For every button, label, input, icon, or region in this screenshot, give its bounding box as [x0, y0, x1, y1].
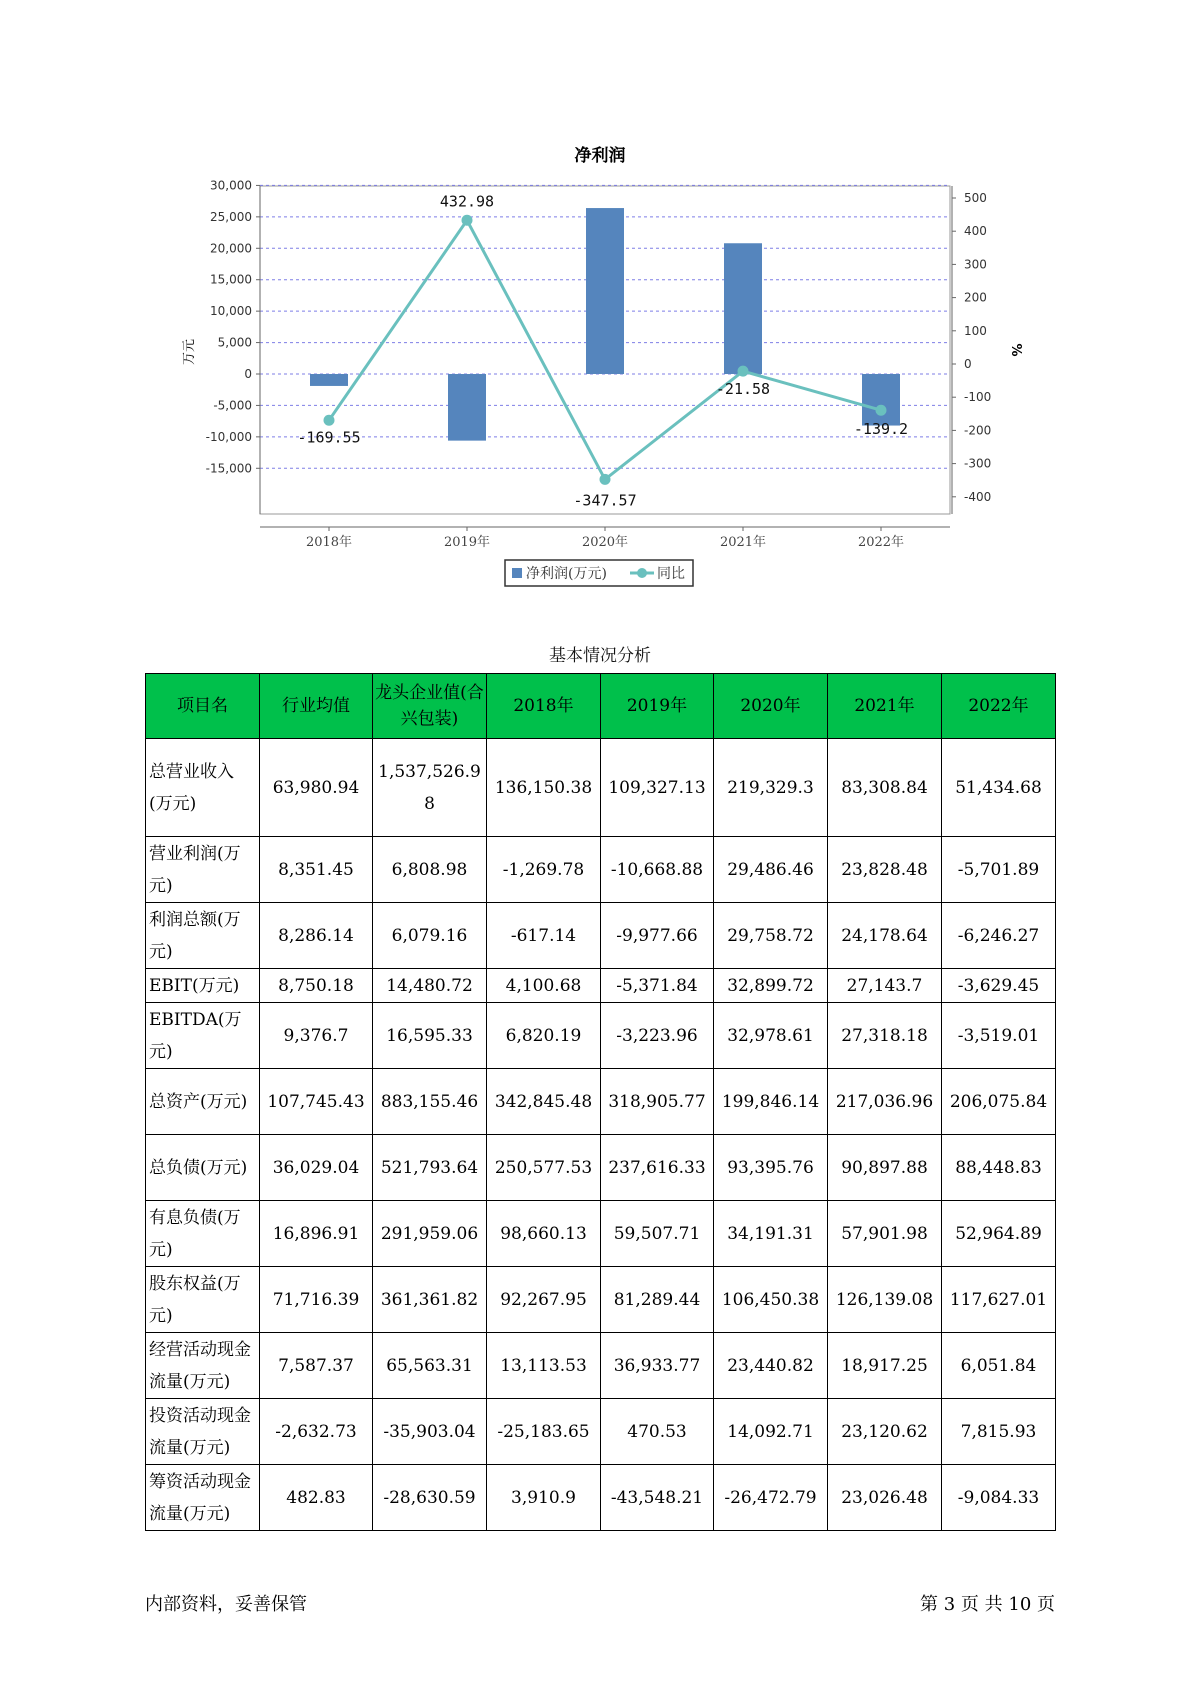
row-name: EBITDA(万元) — [146, 1003, 260, 1069]
table-cell: -10,668.88 — [601, 837, 714, 903]
right-tick-label: 400 — [964, 224, 987, 239]
right-tick-label: -200 — [964, 423, 992, 438]
right-tick-label: -400 — [964, 489, 992, 504]
table-cell: 4,100.68 — [487, 969, 601, 1003]
line-point — [600, 474, 611, 485]
table-row — [146, 1267, 1056, 1333]
table-cell: 9,376.7 — [260, 1003, 373, 1069]
right-tick-label: 300 — [964, 257, 987, 272]
table-cell: 250,577.53 — [487, 1135, 601, 1201]
row-name: 筹资活动现金流量(万元) — [146, 1465, 260, 1531]
table-cell: -5,371.84 — [601, 969, 714, 1003]
table-row — [146, 969, 1056, 1003]
table-cell: -1,269.78 — [487, 837, 601, 903]
table-row — [146, 1465, 1056, 1531]
row-name: 总负债(万元) — [146, 1135, 260, 1201]
x-tick-label: 2019年 — [443, 535, 491, 550]
table-cell: 63,980.94 — [260, 739, 373, 837]
right-tick-label: 0 — [964, 357, 972, 371]
bar — [448, 374, 486, 441]
table-cell: 199,846.14 — [714, 1069, 828, 1135]
table-cell: -2,632.73 — [260, 1399, 373, 1465]
table-cell: 88,448.83 — [942, 1135, 1056, 1201]
left-tick-label: 25,000 — [210, 209, 252, 224]
table-row — [146, 837, 1056, 903]
table-cell: -3,519.01 — [942, 1003, 1056, 1069]
table-cell: 52,964.89 — [942, 1201, 1056, 1267]
table-cell: 106,450.38 — [714, 1267, 828, 1333]
row-name: 投资活动现金流量(万元) — [146, 1399, 260, 1465]
table-cell: 83,308.84 — [828, 739, 942, 837]
table-cell: -43,548.21 — [601, 1465, 714, 1531]
table-header-row — [146, 674, 1056, 739]
table-cell: 16,896.91 — [260, 1201, 373, 1267]
table-cell: 27,318.18 — [828, 1003, 942, 1069]
x-tick-label: 2021年 — [719, 535, 767, 550]
table-row — [146, 1399, 1056, 1465]
table-row — [146, 1333, 1056, 1399]
right-tick-label: 200 — [964, 290, 987, 305]
footer-page-number: 第 3 页 共 10 页 — [920, 1594, 1055, 1615]
table-cell: 14,092.71 — [714, 1399, 828, 1465]
table-cell: 23,828.48 — [828, 837, 942, 903]
left-tick-label: 15,000 — [210, 272, 252, 287]
table-cell: 117,627.01 — [942, 1267, 1056, 1333]
table-cell: -3,629.45 — [942, 969, 1056, 1003]
left-tick-label: 0 — [244, 367, 252, 381]
bar — [724, 243, 762, 374]
table-cell: 470.53 — [601, 1399, 714, 1465]
table-cell: 7,815.93 — [942, 1399, 1056, 1465]
table-cell: 27,143.7 — [828, 969, 942, 1003]
table-cell: 71,716.39 — [260, 1267, 373, 1333]
table-cell: 217,036.96 — [828, 1069, 942, 1135]
table-cell: 23,120.62 — [828, 1399, 942, 1465]
header-2020: 2020年 — [714, 674, 828, 739]
right-tick-label: 500 — [964, 191, 987, 205]
table-cell: 36,933.77 — [601, 1333, 714, 1399]
table-cell: 23,440.82 — [714, 1333, 828, 1399]
table-cell: 126,139.08 — [828, 1267, 942, 1333]
table-caption: 基本情况分析 — [549, 646, 651, 666]
table-cell: 361,361.82 — [373, 1267, 487, 1333]
table-cell: 81,289.44 — [601, 1267, 714, 1333]
row-name: 股东权益(万元) — [146, 1267, 260, 1333]
row-name: 总资产(万元) — [146, 1069, 260, 1135]
right-tick-label: -300 — [964, 456, 992, 471]
table-cell: 32,978.61 — [714, 1003, 828, 1069]
table-cell: -28,630.59 — [373, 1465, 487, 1531]
chart-legend — [505, 560, 693, 586]
table-cell: 8,750.18 — [260, 969, 373, 1003]
left-axis — [206, 178, 260, 514]
y-axis-label: 万元 — [182, 338, 197, 366]
table-cell: 14,480.72 — [373, 969, 487, 1003]
left-tick-label: 10,000 — [210, 304, 252, 319]
row-name: EBIT(万元) — [146, 969, 260, 1003]
table-row — [146, 1003, 1056, 1069]
line-point — [324, 415, 335, 426]
header-leader-value: 龙头企业值(合兴包装) — [373, 674, 487, 739]
bar — [586, 208, 624, 374]
table-cell: 51,434.68 — [942, 739, 1056, 837]
table-cell: 237,616.33 — [601, 1135, 714, 1201]
table-cell: 6,079.16 — [373, 903, 487, 969]
row-name: 营业利润(万元) — [146, 837, 260, 903]
x-tick-label: 2018年 — [305, 535, 353, 550]
table-row — [146, 903, 1056, 969]
table-cell: 521,793.64 — [373, 1135, 487, 1201]
table-cell: 98,660.13 — [487, 1201, 601, 1267]
table-cell: 24,178.64 — [828, 903, 942, 969]
x-tick-label: 2022年 — [857, 535, 905, 550]
table-cell: 18,917.25 — [828, 1333, 942, 1399]
left-tick-label: 5,000 — [217, 335, 252, 350]
header-industry-avg: 行业均值 — [260, 674, 373, 739]
table-cell: 59,507.71 — [601, 1201, 714, 1267]
table-cell: 107,745.43 — [260, 1069, 373, 1135]
right-tick-label: 100 — [964, 323, 987, 338]
table-cell: 109,327.13 — [601, 739, 714, 837]
header-2022: 2022年 — [942, 674, 1056, 739]
table-cell: 32,899.72 — [714, 969, 828, 1003]
table-cell: 65,563.31 — [373, 1333, 487, 1399]
data-label: -169.55 — [297, 428, 361, 447]
table-cell: 1,537,526.98 — [373, 739, 487, 837]
table-cell: 92,267.95 — [487, 1267, 601, 1333]
header-2019: 2019年 — [601, 674, 714, 739]
table-cell: 23,026.48 — [828, 1465, 942, 1531]
left-tick-label: -10,000 — [205, 429, 252, 444]
table-cell: -617.14 — [487, 903, 601, 969]
right-axis — [952, 186, 991, 514]
table-cell: 291,959.06 — [373, 1201, 487, 1267]
table-cell: 318,905.77 — [601, 1069, 714, 1135]
table-cell: 13,113.53 — [487, 1333, 601, 1399]
left-tick-label: -15,000 — [205, 461, 252, 476]
table-cell: 342,845.48 — [487, 1069, 601, 1135]
table-cell: 8,286.14 — [260, 903, 373, 969]
table-cell: 219,329.3 — [714, 739, 828, 837]
table-cell: 93,395.76 — [714, 1135, 828, 1201]
table-cell: 29,486.46 — [714, 837, 828, 903]
line-point — [876, 405, 887, 416]
header-item-name: 项目名 — [146, 674, 260, 739]
table-cell: 90,897.88 — [828, 1135, 942, 1201]
table-row — [146, 1135, 1056, 1201]
table-cell: 6,820.19 — [487, 1003, 601, 1069]
chart-title: 净利润 — [574, 146, 626, 166]
row-name: 利润总额(万元) — [146, 903, 260, 969]
right-tick-label: -100 — [964, 390, 992, 405]
data-label: -139.2 — [853, 420, 909, 439]
header-2021: 2021年 — [828, 674, 942, 739]
row-name: 总营业收入(万元) — [146, 739, 260, 837]
table-cell: 36,029.04 — [260, 1135, 373, 1201]
data-label: -347.57 — [573, 491, 637, 510]
left-tick-label: -5,000 — [213, 398, 252, 413]
table-cell: -26,472.79 — [714, 1465, 828, 1531]
bar — [310, 374, 348, 386]
footer-confidential: 内部资料，妥善保管 — [145, 1594, 307, 1615]
table-cell: -5,701.89 — [942, 837, 1056, 903]
table-row — [146, 739, 1056, 837]
left-tick-label: 20,000 — [210, 241, 252, 256]
table-cell: -9,084.33 — [942, 1465, 1056, 1531]
table-cell: 16,595.33 — [373, 1003, 487, 1069]
table-cell: 57,901.98 — [828, 1201, 942, 1267]
table-cell: 3,910.9 — [487, 1465, 601, 1531]
line-point — [462, 215, 473, 226]
table-cell: -3,223.96 — [601, 1003, 714, 1069]
legend-bar-label: 净利润(万元) — [526, 566, 607, 582]
table-cell: 34,191.31 — [714, 1201, 828, 1267]
data-label: -21.58 — [715, 380, 771, 399]
table-cell: 7,587.37 — [260, 1333, 373, 1399]
line-point — [738, 366, 749, 377]
table-cell: 29,758.72 — [714, 903, 828, 969]
table-cell: -6,246.27 — [942, 903, 1056, 969]
table-cell: 883,155.46 — [373, 1069, 487, 1135]
table-cell: -9,977.66 — [601, 903, 714, 969]
legend-line-label: 同比 — [657, 566, 685, 582]
table-cell: 482.83 — [260, 1465, 373, 1531]
net-profit-chart — [0, 0, 1191, 600]
table-row — [146, 1069, 1056, 1135]
legend-bar-swatch — [512, 568, 522, 578]
y2-axis-label: % — [1008, 343, 1023, 357]
row-name: 经营活动现金流量(万元) — [146, 1333, 260, 1399]
table-cell: 6,808.98 — [373, 837, 487, 903]
table-cell: -35,903.04 — [373, 1399, 487, 1465]
table-row — [146, 1201, 1056, 1267]
row-name: 有息负债(万元) — [146, 1201, 260, 1267]
x-axis — [260, 527, 950, 550]
left-tick-label: 30,000 — [210, 178, 252, 193]
legend-line-marker — [637, 568, 647, 578]
table-cell: -25,183.65 — [487, 1399, 601, 1465]
table-cell: 6,051.84 — [942, 1333, 1056, 1399]
table-cell: 8,351.45 — [260, 837, 373, 903]
bar — [862, 374, 900, 426]
basic-analysis-table — [145, 673, 1056, 1531]
table-cell: 136,150.38 — [487, 739, 601, 837]
table-cell: 206,075.84 — [942, 1069, 1056, 1135]
x-tick-label: 2020年 — [581, 535, 629, 550]
data-label: 432.98 — [439, 192, 495, 211]
header-2018: 2018年 — [487, 674, 601, 739]
